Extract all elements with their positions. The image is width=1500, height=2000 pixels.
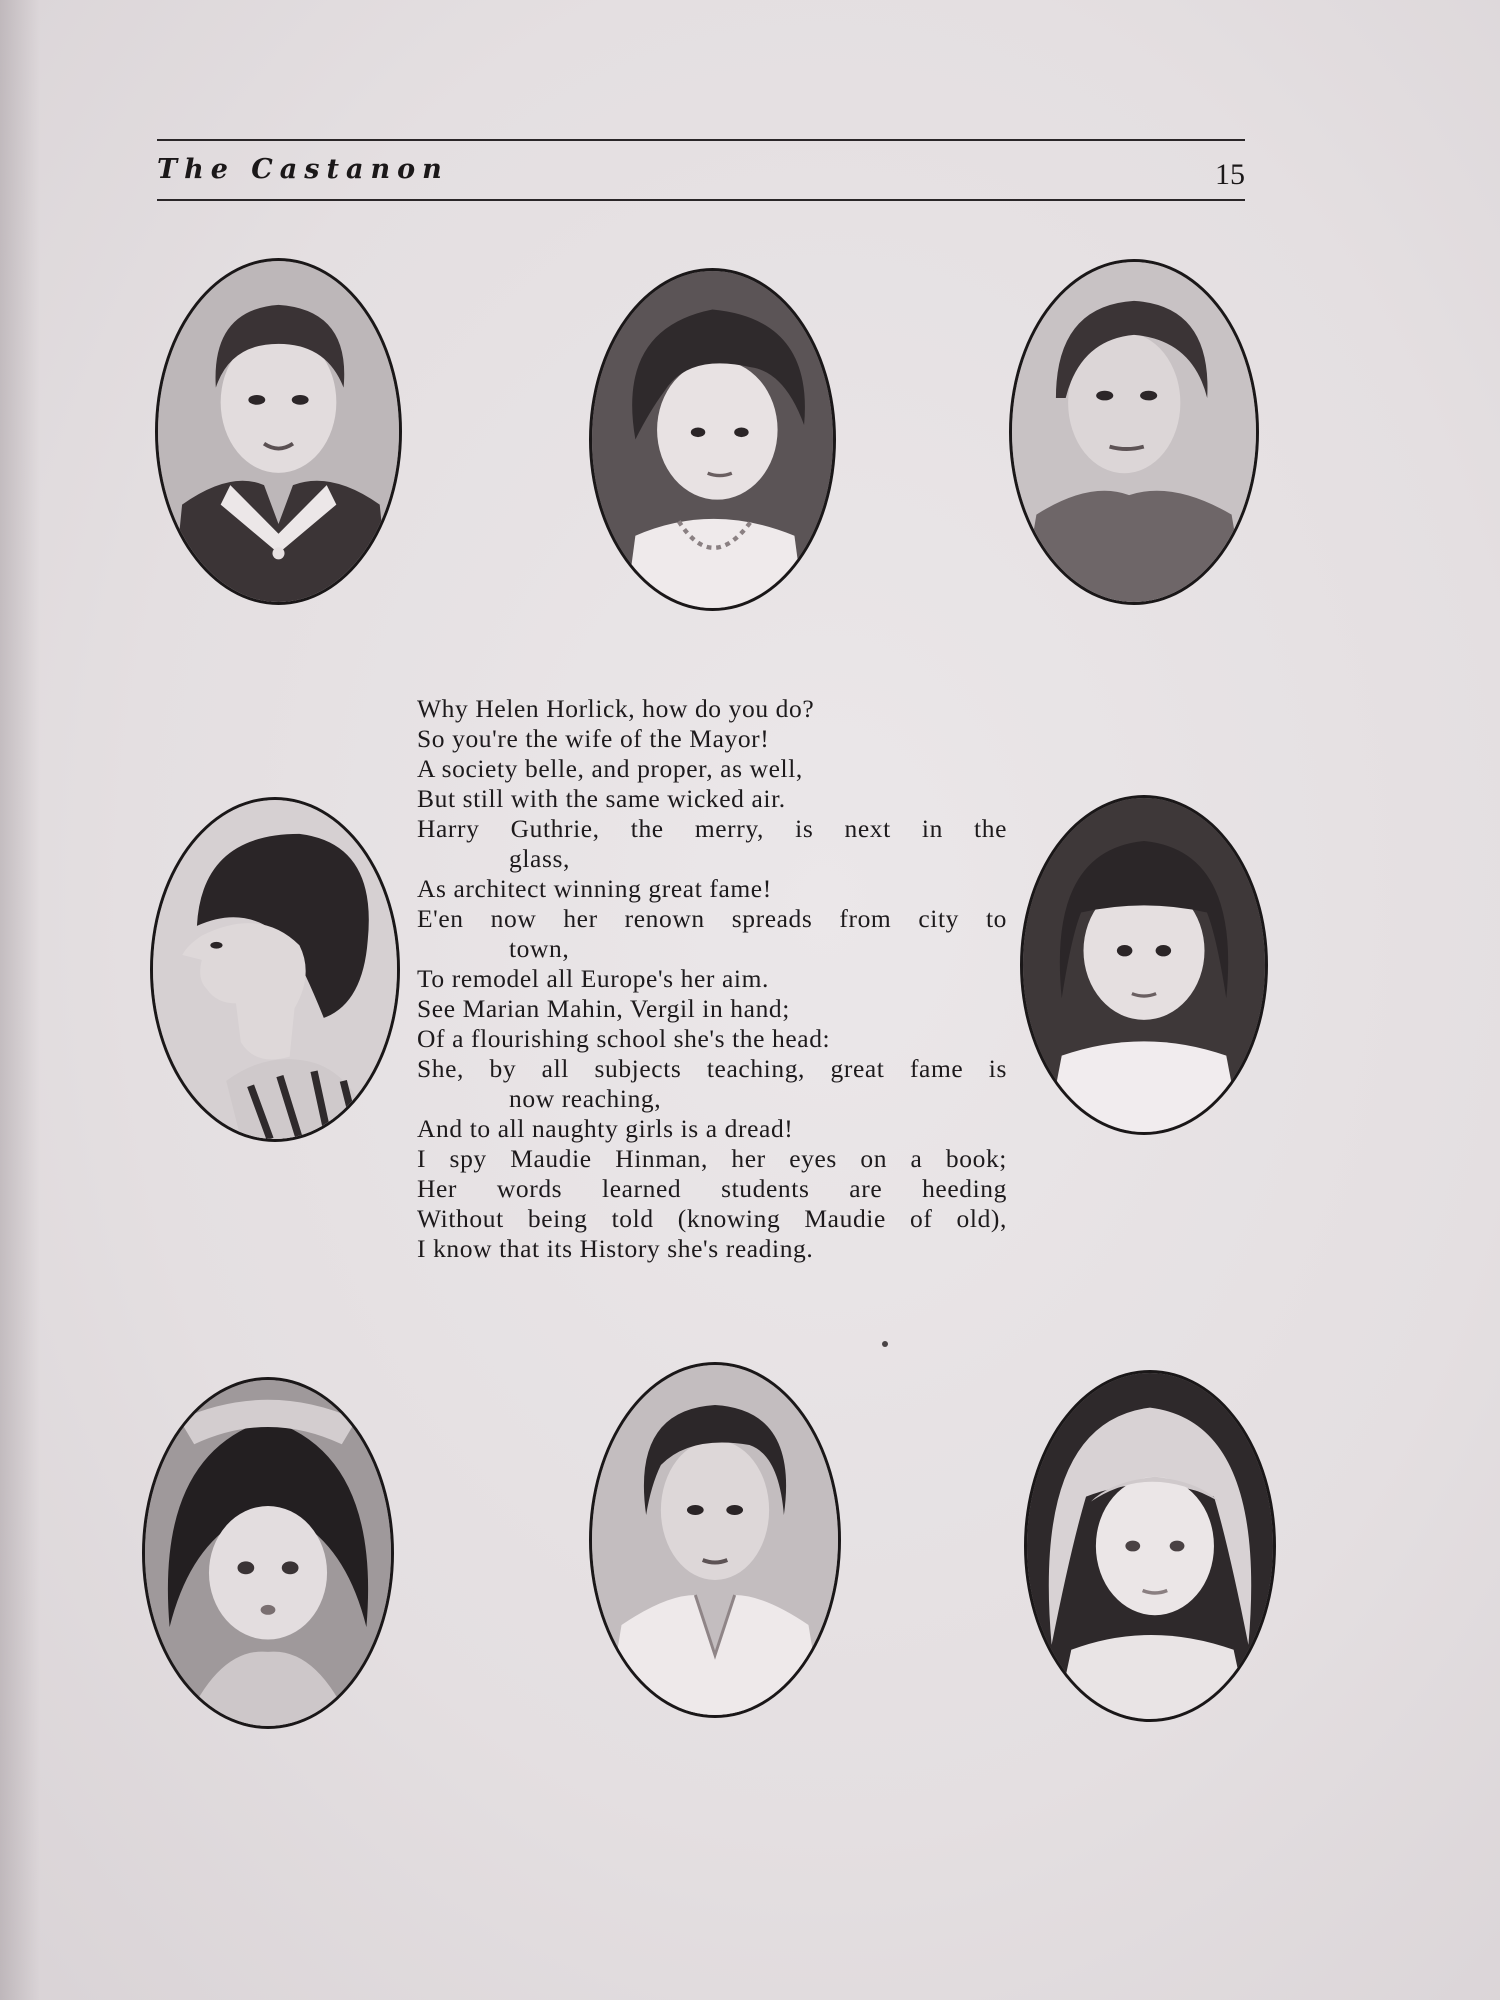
poem-line: See Marian Mahin, Vergil in hand; [417,994,790,1023]
poem-line: Why Helen Horlick, how do you do? [417,694,815,723]
poem-line: As architect winning great fame! [417,874,772,903]
poem-line: To remodel all Europe's her aim. [417,964,769,993]
poem-line: now reaching, [509,1084,662,1113]
poem-line: town, [509,934,570,963]
poem-line: Of a flourishing school she's the head: [417,1024,831,1053]
portrait-middle-right [1020,795,1268,1135]
portrait-top-center [589,268,836,611]
running-title: The Castanon [157,154,449,185]
poem-line: I spy Maudie Hinman, her eyes on a book; [417,1144,1007,1173]
poem-line: E'en now her renown spreads from city to [417,904,1007,933]
poem-line: So you're the wife of the Mayor! [417,724,770,753]
header-rule-bottom [157,199,1245,201]
poem [417,694,1007,1264]
portrait-bottom-center [589,1362,841,1718]
poem-line: I know that its History she's reading. [417,1234,814,1263]
page-number: 15 [1215,158,1245,191]
header-rule-top [157,139,1245,141]
poem-line: And to all naughty girls is a dread! [417,1114,794,1143]
portrait-top-right [1009,259,1259,605]
poem-line: But still with the same wicked air. [417,784,786,813]
poem-line: A society belle, and proper, as well, [417,754,803,783]
poem-line: Her words learned students are heeding [417,1174,1007,1203]
poem-line: Without being told (knowing Maudie of old), [417,1204,1007,1233]
portrait-middle-left [150,797,400,1142]
portrait-bottom-right [1024,1370,1276,1722]
poem-line: She, by all subjects teaching, great fame is [417,1054,1007,1083]
binding-shadow [0,0,40,2000]
ink-speck [882,1341,888,1347]
portrait-bottom-left [142,1377,394,1729]
poem-line: Harry Guthrie, the merry, is next in the [417,814,1007,843]
poem-line: glass, [509,844,570,873]
portrait-top-left [155,258,402,605]
